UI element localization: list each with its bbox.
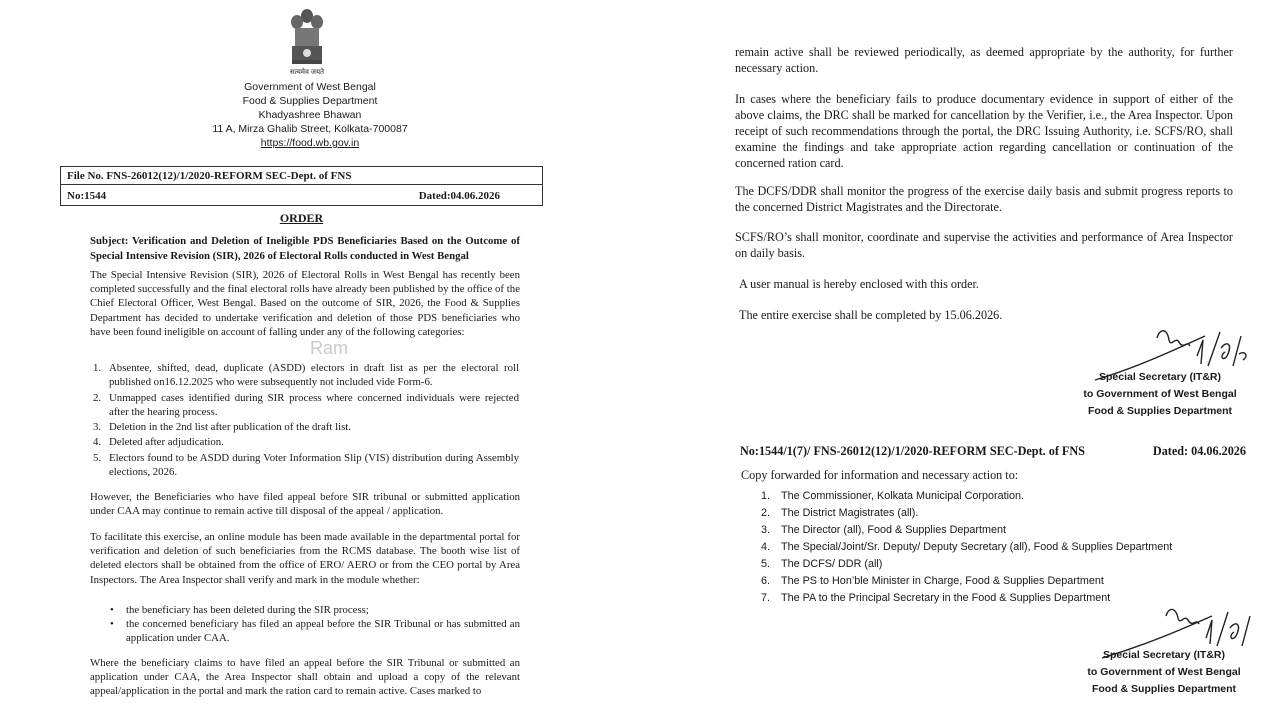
signatory-title: Special Secretary (IT&R): [1103, 649, 1225, 661]
review-paragraph: remain active shall be reviewed periodically, as deemed appropriate by the authority, for further necessary action.: [735, 45, 1233, 75]
category-item: 2. Unmapped cases identified during SIR process where concerned individuals were rejected after the hearing process.: [93, 392, 519, 419]
copy-list-item: 4. The Special/Joint/Sr. Deputy/ Deputy Secretary (all), Food & Supplies Department: [761, 541, 1173, 553]
copy-list-item: 7. The PA to the Principal Secretary in the Food & Supplies Department: [761, 592, 1111, 604]
portal-paragraph: To facilitate this exercise, an online module has been made available in the departmental portal for verification and deletion of such beneficiaries from the RCMS database. The booth wise list of deleted electors shall be obtained from the office of ERO/ AERO or from the CEO portal by Area Inspectors. The Area Inspector shall verify and mark in the module whether:: [90, 531, 520, 586]
memo-number-line: [740, 444, 1246, 459]
file-number: File No. FNS-26012(12)/1/2020-REFORM SEC-Dept. of FNS: [61, 167, 542, 185]
claim-paragraph: Where the beneficiary claims to have filed an appeal before the SIR Tribunal or submitted an application under CAA, the Area Inspector shall obtain and upload a copy of the relevant appeal/application in the portal and mark the ration card to remain active. Cases marked to: [90, 657, 520, 698]
copy-list-item: 1. The Commissioner, Kolkata Municipal Corporation.: [761, 490, 1025, 502]
category-item: 3. Deletion in the 2nd list after publication of the draft list.: [93, 421, 351, 433]
file-number-box: [60, 166, 543, 206]
monitoring-paragraph: The DCFS/DDR shall monitor the progress of the exercise daily basis and submit progress reports to the concerned District Magistrates and the Directorate.: [735, 184, 1233, 214]
deadline-paragraph: The entire exercise shall be completed by 15.06.2026.: [739, 308, 1003, 322]
header-building: Khadyashree Bhawan: [258, 109, 362, 121]
copy-list-item: 2. The District Magistrates (all).: [761, 507, 919, 519]
cancellation-paragraph: In cases where the beneficiary fails to produce documentary evidence in support of either of the above claims, the DRC shall be marked for cancellation by the Verifier, i.e., the Area Inspector. Upon receipt of such recommendations through the portal, the DRC Issuing Authority, i.e. SCFS/RO, shall examine the findings and take appropriate action regarding cancellation or continuation of the concerned ration card.: [735, 92, 1233, 170]
order-title: ORDER: [279, 211, 324, 225]
signature-2-block: [1078, 647, 1250, 698]
header-website-link[interactable]: https://food.wb.gov.in: [260, 137, 360, 149]
bullet-item: • the beneficiary has been deleted during the SIR process;: [110, 604, 369, 616]
signatory-department: Food & Supplies Department: [1091, 683, 1237, 695]
appeal-paragraph: However, the Beneficiaries who have filed appeal before SIR tribunal or submitted application under CAA may continue to remain active till disposal of the appeal / application.: [90, 491, 520, 518]
bullet-item: • the concerned beneficiary has filed an appeal before the SIR Tribunal or has submitted an application under CAA.: [110, 618, 520, 645]
order-number: No:1544: [67, 190, 107, 202]
copy-list-item: 6. The PS to Hon’ble Minister in Charge, Food & Supplies Department: [761, 575, 1104, 587]
category-item: 5. Electors found to be ASDD during Voter Information Slip (VIS) distribution during Assembly elections, 2026.: [93, 452, 519, 479]
memo-date: Dated: 04.06.2026: [1152, 444, 1246, 458]
header-department: Food & Supplies Department: [242, 95, 378, 107]
copy-forwarded-line: Copy forwarded for information and necessary action to:: [741, 468, 1019, 482]
copy-list-item: 5. The DCFS/ DDR (all): [761, 558, 883, 570]
signatory-title: Special Secretary (IT&R): [1099, 371, 1221, 383]
header-government: Government of West Bengal: [244, 81, 376, 93]
category-item: 1. Absentee, shifted, dead, duplicate (ASDD) electors in draft list as per the electoral roll published on16.12.2025 who were subsequently not included vide Form-6.: [93, 362, 519, 389]
intro-paragraph: The Special Intensive Revision (SIR), 2026 of Electoral Rolls in West Bengal has recently been completed successfully and the final electoral rolls have already been published by the office of the Chief Electoral Officer, West Bengal. Based on the outcome of SIR, 2026, the Food & Supplies Department has decided to undertake verification and deletion of those PDS beneficiaries who have been found ineligible on account of falling under any of the following categories:: [90, 269, 520, 338]
signatory-government: to Government of West Bengal: [1087, 666, 1241, 678]
signature-1-block: [1075, 369, 1245, 420]
memo-number: No:1544/1(7)/ FNS-26012(12)/1/2020-REFORM SEC-Dept. of FNS: [740, 444, 1085, 458]
signatory-department: Food & Supplies Department: [1087, 405, 1233, 417]
signatory-government: to Government of West Bengal: [1083, 388, 1237, 400]
order-date: Dated:04.06.2026: [418, 190, 500, 202]
supervision-paragraph: SCFS/RO’s shall monitor, coordinate and supervise the activities and performance of Area Inspector on daily basis.: [735, 230, 1233, 260]
order-subject: Subject: Verification and Deletion of Ineligible PDS Beneficiaries Based on the Outcome of Special Intensive Revision (SIR), 2026 of Electoral Rolls conducted in West Bengal: [90, 235, 520, 262]
manual-paragraph: A user manual is hereby enclosed with this order.: [739, 277, 979, 291]
copy-list-item: 3. The Director (all), Food & Supplies Department: [761, 524, 1007, 536]
category-item: 4. Deleted after adjudication.: [93, 436, 224, 448]
header-address: 11 A, Mirza Ghalib Street, Kolkata-700087: [212, 123, 408, 135]
watermark-text: Ram: [310, 338, 349, 358]
emblem-caption: सत्यमेव जयते: [289, 69, 325, 76]
